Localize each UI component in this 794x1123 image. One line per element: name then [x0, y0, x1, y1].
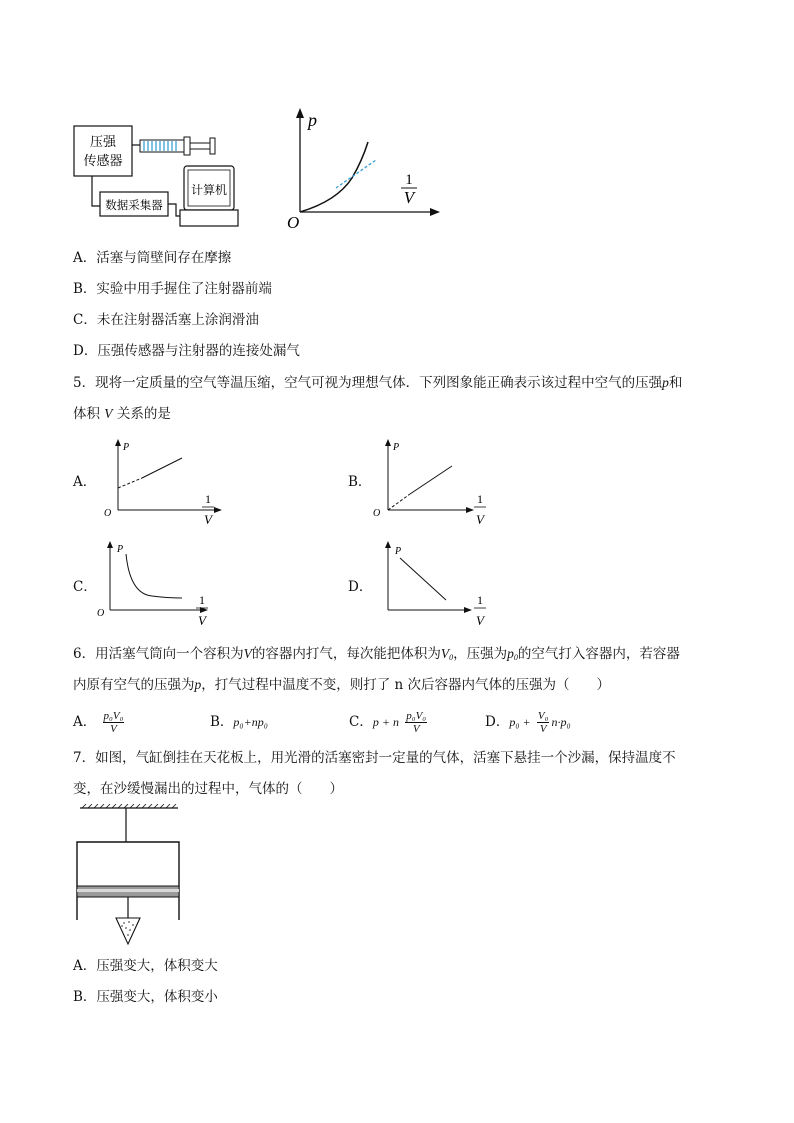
q6-option-c	[349, 708, 429, 736]
q5a-o-label: O	[104, 508, 112, 519]
q5-stem-p: p	[662, 375, 669, 390]
q4-option-c: C．未在注射器活塞上涂润滑油	[73, 312, 259, 328]
q6-option-c-frac	[405, 710, 427, 735]
q4-option-a: A．活塞与筒壁间存在摩擦	[73, 250, 232, 266]
p-inverse-v-graph	[282, 106, 442, 234]
q6-option-d-pre: p₀ +	[509, 715, 531, 729]
q6-option-a-label: A．	[73, 714, 97, 730]
q7-stem-line-1: 7．如图，气缸倒挂在天花板上，用光滑的活塞密封一定量的气体，活塞下悬挂一个沙漏，保持温度不	[73, 750, 676, 766]
q6-stem-p0-sub: 0	[513, 653, 518, 662]
q6-stem-p0: p	[507, 646, 514, 661]
q6-option-c-num: p₀V₀	[406, 710, 427, 722]
q6-stem-1a: 6．用活塞气筒向一个容积为	[73, 646, 244, 662]
q6-option-c-pre: p + n	[372, 715, 399, 729]
q4-option-b: B．实验中用手握住了注射器前端	[73, 281, 272, 297]
q5c-p-label: P	[117, 544, 124, 555]
q5-graph-b	[368, 436, 498, 528]
q5c-frac-num: 1	[199, 593, 205, 607]
q6-option-b-text: p₀+np₀	[233, 715, 268, 729]
q6-option-a-den: V	[110, 723, 117, 735]
collector-label: 数据采集器	[105, 200, 163, 212]
q6-option-a	[73, 708, 126, 736]
q5-label-a: A．	[73, 474, 97, 490]
q6-option-d-frac	[537, 710, 550, 735]
q5-graph-c	[92, 538, 222, 630]
q7-option-b: B．压强变大，体积变小	[73, 989, 218, 1005]
q6-option-d	[485, 708, 571, 736]
q5-stem-2a: 体积	[73, 406, 100, 422]
q5b-frac-den: V	[476, 512, 484, 527]
sensor-label-1: 压强	[89, 134, 117, 149]
q6-option-b-label: B．	[210, 714, 234, 730]
q5a-frac-den: V	[204, 512, 212, 527]
computer-label: 计算机	[190, 183, 228, 197]
q6-option-a-frac	[103, 710, 125, 735]
q6-option-d-label: D．	[485, 714, 510, 730]
q6-option-a-num: p₀V₀	[103, 710, 124, 722]
q6-option-c-label: C．	[349, 714, 373, 730]
q6-option-d-num: V₀	[537, 710, 549, 722]
q5-graph-d	[368, 538, 498, 630]
q5-stem-v: V	[104, 406, 113, 421]
q5a-frac-num: 1	[205, 492, 211, 506]
q6-stem-line-1	[73, 644, 680, 668]
q6-stem-line-2	[73, 675, 610, 695]
sensor-label-2: 传感器	[83, 153, 123, 168]
q5-label-b: B．	[348, 474, 372, 490]
q5-label-c: C．	[73, 579, 97, 595]
q5-stem-1a: 5．现将一定质量的空气等温压缩，空气可视为理想气体．下列图象能正确表示该过程中空气的压强	[73, 375, 663, 391]
q6-stem-v: V	[243, 646, 252, 661]
q5c-frac-den: V	[198, 613, 206, 628]
q5-stem-line-1	[73, 373, 682, 393]
q6-stem-p: p	[194, 677, 202, 692]
q5a-p-label: P	[123, 442, 130, 453]
q5-label-d: D．	[348, 579, 373, 595]
q6-option-d-den: V	[539, 723, 547, 735]
q6-option-c-den: V	[412, 723, 420, 735]
graph-frac-num: 1	[405, 172, 413, 188]
q5-stem-line-2	[73, 404, 171, 424]
q5b-frac-num: 1	[477, 492, 483, 506]
q6-stem-v0: V	[440, 646, 450, 661]
graph-p-label: p	[308, 110, 317, 130]
q5d-frac-num: 1	[477, 593, 483, 607]
q5d-p-label: P	[395, 546, 402, 557]
q7-option-a: A．压强变大，体积变大	[73, 958, 218, 974]
q6-stem-1b: 的容器内打气，每次能把体积为	[251, 646, 441, 662]
q6-stem-2a: 内原有空气的压强为	[73, 677, 195, 693]
q6-option-b	[210, 708, 268, 736]
q5-stem-2b: 关系的是	[116, 406, 171, 422]
q5b-o-label: O	[373, 508, 381, 519]
apparatus-figure	[72, 120, 262, 232]
cylinder-figure	[74, 804, 184, 950]
q6-stem-v0-sub: 0	[449, 653, 454, 662]
q5b-p-label: P	[393, 442, 400, 453]
q5-stem-1b: 和	[668, 375, 683, 391]
q6-stem-1d: 的空气打入容器内，若容器	[517, 646, 680, 662]
graph-frac-den: V	[403, 188, 415, 207]
q6-option-d-post: n·p₀	[551, 715, 571, 729]
q4-option-d: D．压强传感器与注射器的连接处漏气	[73, 343, 300, 359]
q7-stem-line-2: 变，在沙缓慢漏出的过程中，气体的（ ）	[73, 781, 343, 797]
q5d-frac-den: V	[476, 613, 484, 628]
q6-stem-2b: ，打气过程中温度不变，则打了 n 次后容器内气体的压强为（ ）	[201, 677, 611, 693]
graph-origin-label: O	[287, 213, 300, 232]
q5-graph-a	[98, 436, 228, 528]
q5c-o-label: O	[97, 608, 105, 619]
q6-stem-1c: ，压强为	[453, 646, 508, 662]
